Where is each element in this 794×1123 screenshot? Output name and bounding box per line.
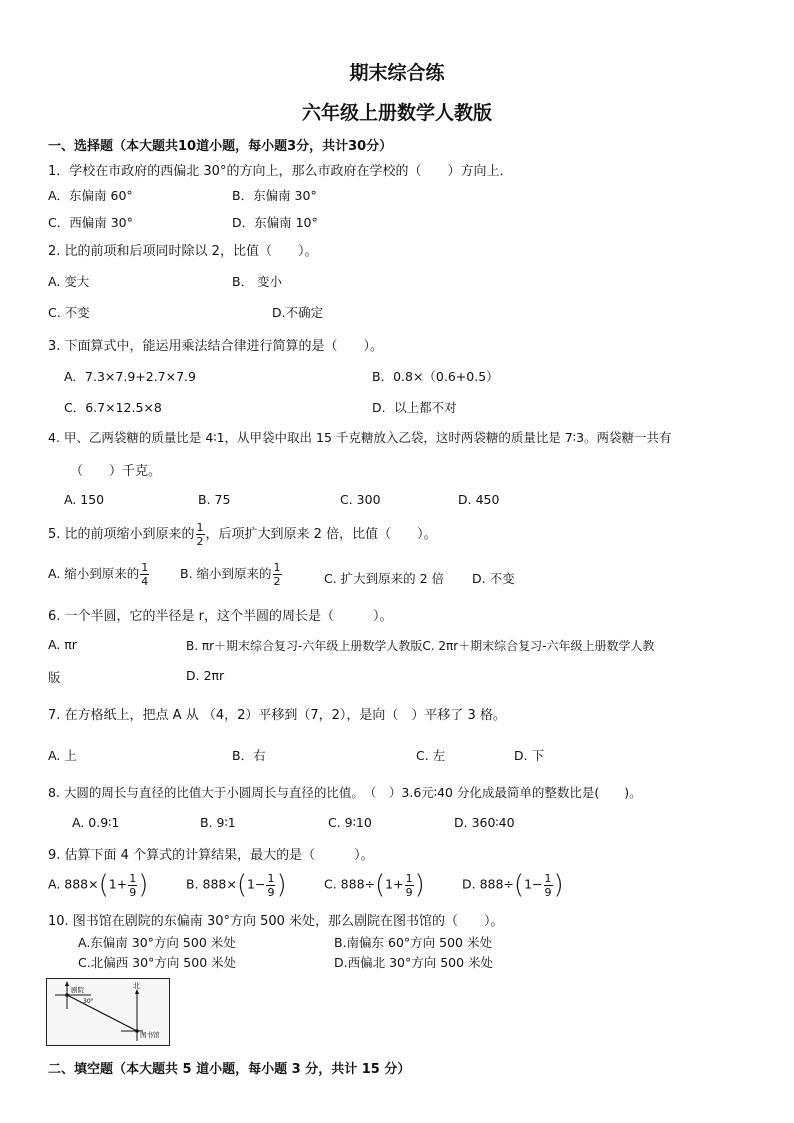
fraction-numerator: 1 [141, 561, 149, 574]
q9-a-text: A. 888× [48, 876, 99, 892]
section-heading-fill: 二、填空题（本大题共 5 道小题，每小题 3 分，共计 15 分） [48, 1062, 411, 1077]
question-5 [48, 522, 437, 547]
q5-stem-end: ，后项扩大到原来 2 倍，比值（ ）。 [205, 527, 437, 542]
direction-diagram [47, 979, 169, 1045]
q9-option-d [462, 872, 564, 898]
question-9: 9. 估算下面 4 个算式的计算结果，最大的是（ ）。 [48, 848, 374, 863]
q5-option-a [48, 562, 150, 587]
q8-option-d: D. 360∶40 [454, 815, 515, 830]
q2-option-b: B． 变小 [232, 274, 283, 289]
q10-option-b: B.南偏东 60°方向 500 米处 [334, 935, 492, 950]
q10-direction-figure [46, 978, 170, 1046]
left-paren: ( [236, 870, 248, 900]
page-subtitle: 六年级上册数学人教版 [301, 102, 492, 124]
q5-option-a-text: A. 缩小到原来的 [48, 566, 140, 581]
q1-option-b: B．东偏南 30° [232, 188, 317, 203]
fraction-denominator: 4 [141, 575, 149, 588]
q9-d-op: 1− [524, 876, 543, 892]
fraction-one-ninth [405, 873, 414, 898]
figure-theater-label: 剧院 [71, 986, 84, 994]
q2-option-a: A. 变大 [48, 274, 90, 289]
fraction-numerator: 1 [196, 521, 204, 534]
q9-a-op: 1+ [108, 876, 128, 892]
section-heading-choice: 一、选择题（本大题共10道小题，每小题3分，共计30分） [48, 139, 393, 154]
right-paren: ) [276, 870, 287, 900]
question-2: 2. 比的前项和后项同时除以 2，比值（ ）。 [48, 244, 318, 259]
q2-option-c: C. 不变 [48, 305, 90, 320]
q10-option-a: A.东偏南 30°方向 500 米处 [78, 935, 236, 950]
q7-option-a: A. 上 [48, 748, 77, 763]
fraction-denominator: 9 [405, 885, 413, 899]
q6-option-a: A. πr [48, 637, 77, 652]
q8-option-b: B. 9∶1 [200, 815, 236, 830]
q2-option-d: D.不确定 [272, 305, 324, 320]
q9-b-op: 1− [247, 876, 266, 892]
q1-option-d: D．东偏南 10° [232, 215, 318, 230]
q6-option-tail: 版 [48, 670, 61, 685]
q8-option-c: C. 9∶10 [328, 815, 372, 830]
left-paren: ( [375, 870, 386, 900]
fraction-one-ninth [128, 873, 137, 898]
fraction-numerator: 1 [544, 871, 552, 885]
fraction-one-quarter [140, 562, 149, 587]
question-4: 4. 甲、乙两袋糖的质量比是 4∶1，从甲袋中取出 15 千克糖放入乙袋，这时两袋糖的质量比是 7∶3。两袋糖一共有 [48, 430, 672, 445]
q9-d-text: D. 888÷ [462, 876, 514, 892]
q3-option-b: B．0.8×（0.6+0.5） [372, 369, 499, 384]
q1-option-c: C．西偏南 30° [48, 215, 133, 230]
q6-option-d: D. 2πr [186, 668, 225, 683]
fraction-one-ninth [544, 873, 553, 898]
fraction-numerator: 1 [267, 871, 275, 885]
q3-option-a: A．7.3×7.9+2.7×7.9 [64, 369, 196, 384]
fraction-numerator: 1 [129, 871, 137, 885]
fraction-one-half [196, 522, 205, 547]
q5-stem-start: 5. 比的前项缩小到原来的 [48, 527, 195, 542]
q9-c-op: 1+ [385, 876, 404, 892]
figure-angle-label: 30° [83, 998, 94, 1005]
fraction-numerator: 1 [273, 561, 281, 574]
right-paren: ) [553, 870, 564, 900]
q5-option-c: C. 扩大到原来的 2 倍 [324, 571, 445, 586]
right-paren: ) [138, 870, 149, 900]
fraction-denominator: 2 [273, 575, 281, 588]
question-1: 1．学校在市政府的西偏北 30°的方向上，那么市政府在学校的（ ）方向上． [48, 164, 513, 179]
q5-option-b-text: B. 缩小到原来的 [180, 566, 272, 581]
q4-option-c: C. 300 [340, 492, 381, 507]
q9-option-a [48, 872, 148, 898]
question-4-cont: （ ）千克。 [70, 464, 162, 479]
question-8: 8. 大圆的周长与直径的比值大于小圆周长与直径的比值。 （ ）3.6元∶40 分化成最简单的整数比是( )。 [48, 785, 642, 800]
q1-option-a: A．东偏南 60° [48, 188, 133, 203]
question-6: 6. 一个半圆，它的半径是 r，这个半圆的周长是（ ）。 [48, 609, 393, 624]
q7-option-c: C. 左 [416, 748, 446, 763]
q6-option-bc: B. πr＋期末综合复习-六年级上册数学人教版C. 2πr＋期末综合复习-六年级上册数学人教 [186, 639, 655, 653]
q5-option-d: D. 不变 [472, 571, 515, 586]
figure-north-label: 北 [133, 982, 140, 990]
q8-option-a: A. 0.9∶1 [72, 815, 120, 830]
right-paren: ) [414, 870, 425, 900]
fraction-denominator: 2 [196, 535, 204, 548]
fraction-one-half [273, 562, 282, 587]
fraction-denominator: 9 [129, 885, 137, 899]
q9-option-c [324, 872, 425, 898]
left-paren: ( [513, 870, 525, 900]
question-3: 3. 下面算式中，能运用乘法结合律进行简算的是（ ）。 [48, 339, 384, 354]
q10-option-c: C.北偏西 30°方向 500 米处 [78, 955, 237, 970]
figure-library-label: 图书馆 [140, 1031, 160, 1039]
question-7: 7. 在方格纸上，把点 A 从 （4，2）平移到（7，2），是向（ ）平移了 3 格。 [48, 708, 506, 723]
page-title: 期末综合练 [349, 62, 445, 84]
q4-option-a: A. 150 [64, 492, 105, 507]
q10-option-d: D.西偏北 30°方向 500 米处 [334, 955, 494, 970]
fraction-denominator: 9 [267, 885, 275, 899]
q7-option-b: B．右 [232, 748, 266, 763]
q4-option-d: D. 450 [458, 492, 500, 507]
q9-option-b [186, 872, 287, 898]
q5-option-b [180, 562, 283, 587]
left-paren: ( [98, 870, 109, 900]
fraction-denominator: 9 [544, 885, 552, 899]
q4-option-b: B. 75 [198, 492, 231, 507]
q3-option-d: D．以上都不对 [372, 400, 457, 415]
fraction-numerator: 1 [405, 871, 413, 885]
q3-option-c: C．6.7×12.5×8 [64, 400, 162, 415]
q9-b-text: B. 888× [186, 876, 237, 892]
q7-option-d: D. 下 [514, 748, 545, 763]
question-10: 10. 图书馆在剧院的东偏南 30°方向 500 米处，那么剧院在图书馆的（ ）。 [48, 914, 504, 929]
fraction-one-ninth [266, 873, 275, 898]
q9-c-text: C. 888÷ [324, 876, 376, 892]
